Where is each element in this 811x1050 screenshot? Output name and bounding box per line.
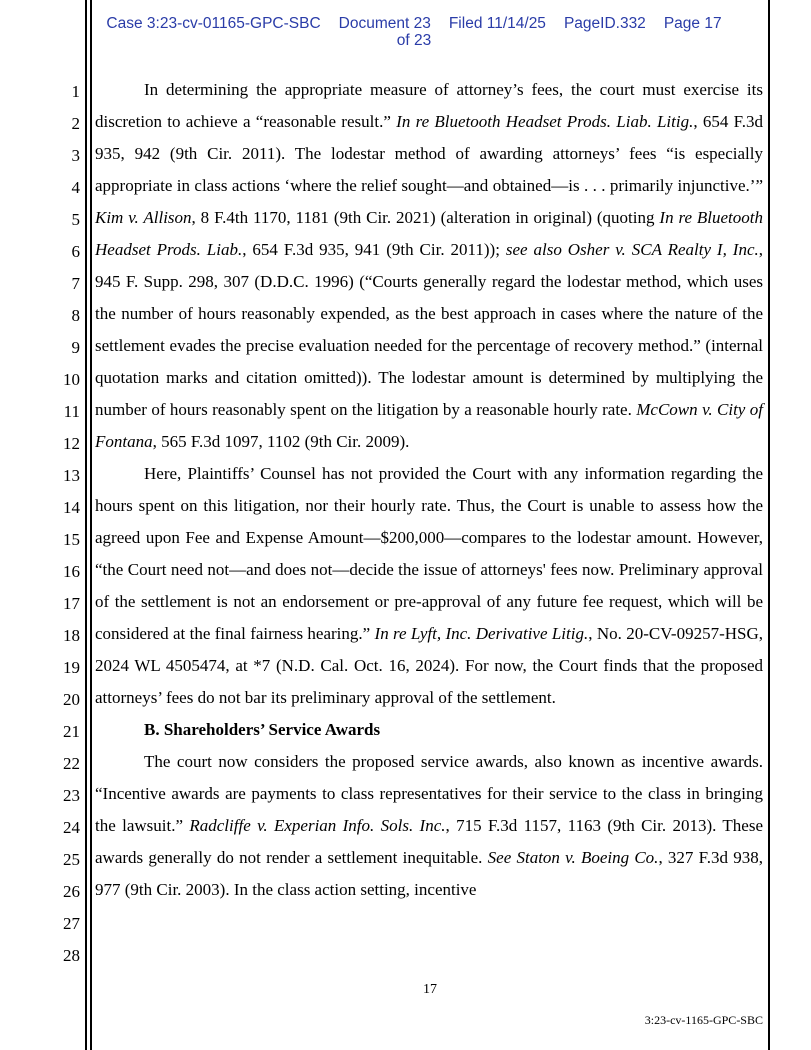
line-number: 13 xyxy=(63,466,80,485)
section-heading: B. Shareholders’ Service Awards xyxy=(144,720,381,739)
line-number: 3 xyxy=(71,146,80,165)
line-number: 9 xyxy=(71,338,80,357)
paragraph-service-awards xyxy=(95,746,763,906)
line-number: 16 xyxy=(63,562,80,581)
case-citation: Kim v. Allison xyxy=(95,208,192,227)
line-number: 18 xyxy=(63,626,80,645)
paragraph-attorney-fees xyxy=(95,74,763,458)
line-number: 2 xyxy=(71,114,80,133)
text-run: The court now considers the proposed service awards, also known as incentive awards. “Incentive awards are payments to class representatives for their service to the class in bringing the lawsuit.” xyxy=(95,752,763,835)
line-number: 20 xyxy=(63,690,80,709)
line-number: 1 xyxy=(71,82,80,101)
line-number: 8 xyxy=(71,306,80,325)
case-citation: In re Bluetooth Headset Prods. Liab. xyxy=(95,208,763,259)
document-body xyxy=(95,74,763,906)
line-number: 12 xyxy=(63,434,80,453)
line-number: 21 xyxy=(63,722,80,741)
text-run: , 715 F.3d 1157, 1163 (9th Cir. 2013). These awards generally do not render a settlement inequitable. xyxy=(95,816,763,867)
line-number: 24 xyxy=(63,818,80,837)
line-number: 15 xyxy=(63,530,80,549)
text-run: , 565 F.3d 1097, 1102 (9th Cir. 2009). xyxy=(152,432,410,451)
line-number: 26 xyxy=(63,882,80,901)
line-number: 14 xyxy=(63,498,80,517)
case-citation: Radcliffe v. Experian Info. Sols. Inc. xyxy=(189,816,446,835)
case-citation: see also Osher v. SCA Realty I, Inc. xyxy=(505,240,759,259)
text-run: Here, Plaintiffs’ Counsel has not provided the Court with any information regarding the hours spent on this litigation, nor their hourly rate. Thus, the Court is unable to assess how the agreed upon Fee and Expense Amount—$200,000—compares to the lodestar amount. However, “the Court need not—and does not—decide the issue of attorneys' fees now. Preliminary approval of the settlement is not an endorsement or pre-approval of any future fee request, which will be considered at the final fairness hearing.” xyxy=(95,464,763,643)
case-citation: In re Bluetooth Headset Prods. Liab. Litig. xyxy=(396,112,694,131)
text-run: , 945 F. Supp. 298, 307 (D.D.C. 1996) (“Courts generally regard the lodestar method, which uses the number of hours reasonably expended, as the best approach in cases where the nature of the settlement evades the precise evaluation needed for the percentage of recovery method.” (internal quotation marks and citation omitted)). The lodestar amount is determined by multiplying the number of hours reasonably spent on the litigation by a reasonable hourly rate. xyxy=(95,240,763,419)
text-run: , 8 F.4th 1170, 1181 (9th Cir. 2021) (alteration in original) (quoting xyxy=(191,208,660,227)
case-citation: See Staton v. Boeing Co. xyxy=(487,848,659,867)
line-number: 19 xyxy=(63,658,80,677)
case-citation: McCown v. City of Fontana xyxy=(95,400,763,451)
line-number: 10 xyxy=(63,370,80,389)
line-number: 4 xyxy=(71,178,80,197)
line-number: 6 xyxy=(71,242,80,261)
line-number: 28 xyxy=(63,946,80,965)
line-number: 22 xyxy=(63,754,80,773)
line-number: 11 xyxy=(63,402,80,421)
page-number: 17 xyxy=(423,982,437,997)
footer-case-number: 3:23-cv-1165-GPC-SBC xyxy=(644,1013,763,1027)
line-number: 27 xyxy=(63,914,80,933)
header-page: Page 17 xyxy=(663,15,722,32)
case-citation: In re Lyft, Inc. Derivative Litig. xyxy=(374,624,589,643)
header-filed-date: Filed 11/14/25 xyxy=(448,15,546,32)
paragraph-plaintiffs-counsel xyxy=(95,458,763,714)
page-header xyxy=(84,15,744,49)
left-margin-rule xyxy=(90,0,92,1050)
header-document: Document 23 xyxy=(338,15,431,32)
line-number: 7 xyxy=(71,274,80,293)
text-run: , No. 20-CV-09257-HSG, 2024 WL 4505474, at *7 (N.D. Cal. Oct. 16, 2024). For now, the Court finds that the proposed attorneys’ fees do not bar its preliminary approval of the settlement. xyxy=(95,624,763,707)
line-number: 17 xyxy=(63,594,80,613)
header-pageid: PageID.332 xyxy=(563,15,646,32)
text-run: , 654 F.3d 935, 942 (9th Cir. 2011). The lodestar method of awarding attorneys’ fees “is especially appropriate in class actions ‘where the relief sought—and obtained—is . . . primarily injunctive.’” xyxy=(95,112,763,195)
left-margin-rule xyxy=(85,0,87,1050)
text-run: , 327 F.3d 938, 977 (9th Cir. 2003). In the class action setting, incentive xyxy=(95,848,764,899)
right-margin-rule xyxy=(768,0,770,1050)
header-case-number: Case 3:23-cv-01165-GPC-SBC xyxy=(106,15,321,32)
text-run: , 654 F.3d 935, 941 (9th Cir. 2011)); xyxy=(242,240,506,259)
text-run: In determining the appropriate measure of attorney’s fees, the court must exercise its discretion to achieve a “reasonable result.” xyxy=(95,80,763,131)
header-page-total: of 23 xyxy=(396,32,432,49)
line-number: 5 xyxy=(71,210,80,229)
line-number: 23 xyxy=(63,786,80,805)
line-number: 25 xyxy=(63,850,80,869)
